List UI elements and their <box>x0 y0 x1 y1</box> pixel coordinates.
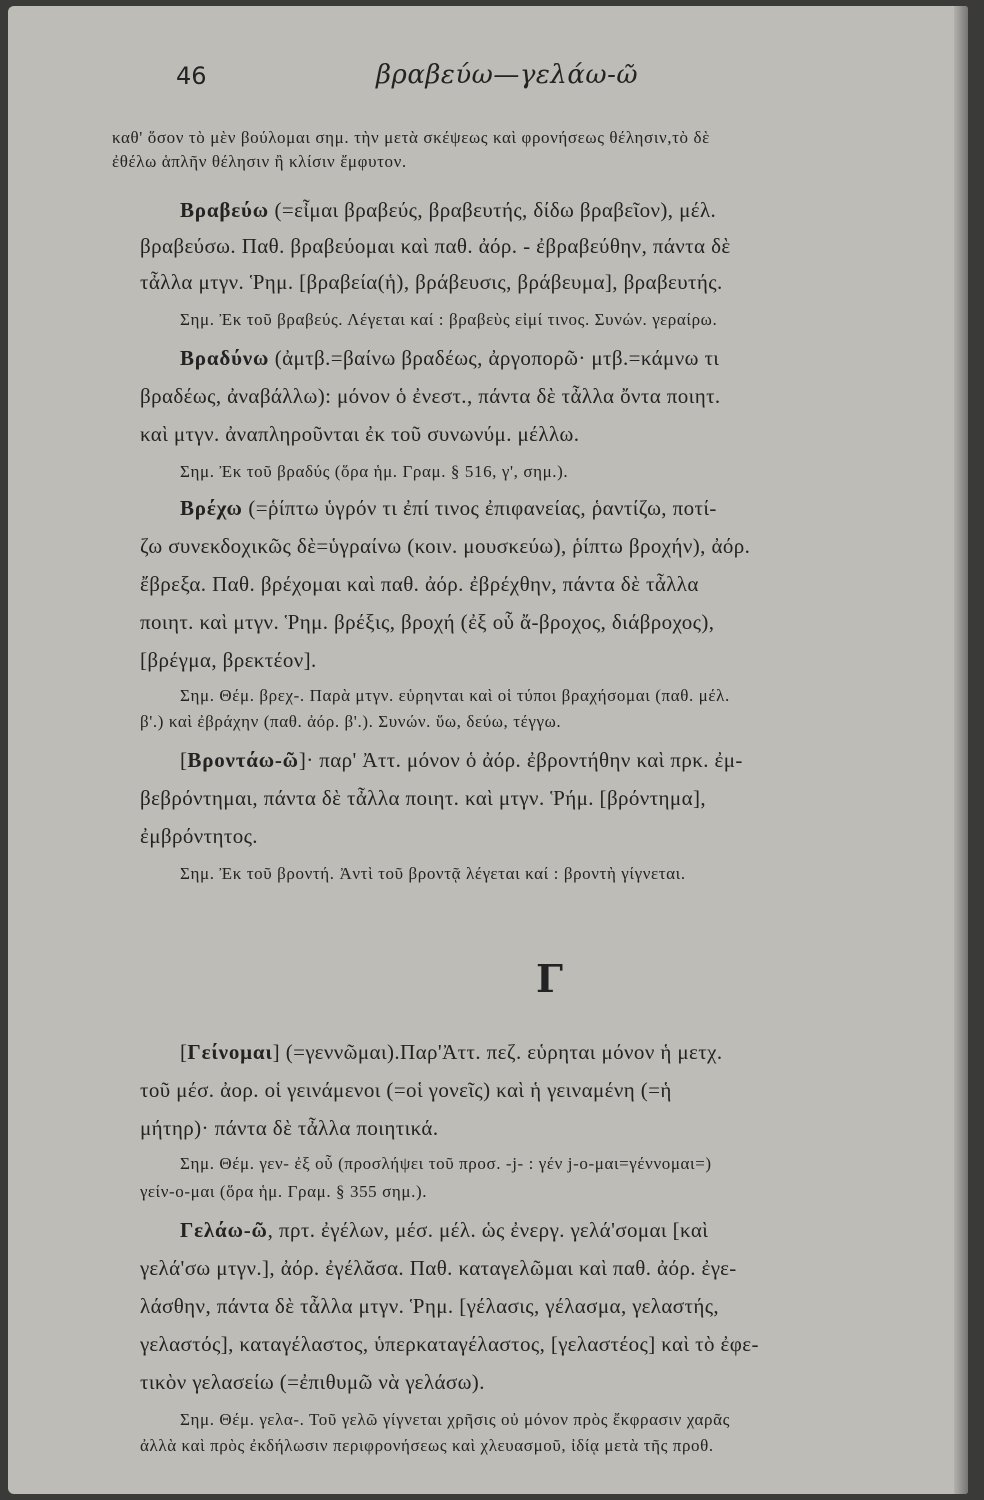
entry-gelao: Γελάω-ῶ, πρτ. ἐγέλων, μέσ. μέλ. ὡς ἐνεργ. γελά'σομαι [καὶ <box>180 1218 709 1242</box>
page-edge <box>954 6 968 1494</box>
headword: Βρέχω <box>180 496 243 520</box>
text-line: τικὸν γελασείω (=ἐπιθυμῶ νὰ γελάσω). <box>140 1370 485 1394</box>
headword: Βραδύνω <box>180 346 270 370</box>
running-title: βραβεύω—γελάω-ῶ <box>376 60 639 90</box>
text-line: τοῦ μέσ. ἀορ. οἱ γεινάμενοι (=οἱ γονεῖς) καὶ ἡ γειναμένη (=ἡ <box>140 1078 672 1102</box>
entry-vrecho: Βρέχω (=ῥίπτω ὑγρόν τι ἐπί τινος ἐπιφανείας, ῥαντίζω, ποτί- <box>180 496 717 520</box>
note-line: Σημ. Ἐκ τοῦ βροντή. Ἀντὶ τοῦ βροντᾷ λέγεται καί : βροντὴ γίγνεται. <box>180 864 686 883</box>
text-line: ζω συνεκδοχικῶς δὲ=ὑγραίνω (κοιν. μουσκεύω), ῥίπτω βροχήν), ἀόρ. <box>140 534 751 558</box>
note-line: ἀλλὰ καὶ πρὸς ἐκδήλωσιν περιφρονήσεως καὶ χλευασμοῦ, ἰδίᾳ μετὰ τῆς προθ. <box>140 1436 714 1455</box>
page-header <box>8 62 968 102</box>
text-line: καθ' ὅσον τὸ μὲν βούλομαι σημ. τὴν μετὰ σκέψεως καὶ φρονήσεως θέλησιν,τὸ δὲ <box>112 128 710 147</box>
note-line: Σημ. Θέμ. βρεχ-. Παρὰ μτγν. εὑρηνται καὶ οἱ τύποι βραχήσομαι (παθ. μέλ. <box>180 686 730 705</box>
headword: Βραβεύω <box>180 198 269 222</box>
text-line: βεβρόντημαι, πάντα δὲ τἆλλα ποιητ. καὶ μτγν. Ῥήμ. [βρόντημα], <box>140 786 707 810</box>
note-line: Σημ. Θέμ. γελα-. Τοῦ γελῶ γίγνεται χρῆσις οὐ μόνον πρὸς ἔκφρασιν χαρᾶς <box>180 1410 730 1429</box>
text-line: ἔβρεξα. Παθ. βρέχομαι καὶ παθ. ἀόρ. ἐβρέχθην, πάντα δὲ τἆλλα <box>140 572 699 596</box>
text-line: ἐθέλω ἁπλῆν θέλησιν ἢ κλίσιν ἔμφυτον. <box>112 152 407 171</box>
text-line: τἆλλα μτγν. Ῥημ. [βραβεία(ἡ), βράβευσις, βράβευμα], βραβευτής. <box>140 270 723 294</box>
text-line: ποιητ. καὶ μτγν. Ῥημ. βρέξις, βροχή (ἐξ οὗ ἄ-βροχος, διάβροχος), <box>140 610 715 634</box>
text-line: βραδέως, ἀναβάλλω): μόνον ὁ ἐνεστ., πάντα δὲ τἆλλα ὄντα ποιητ. <box>140 384 721 408</box>
text-line: καὶ μτγν. ἀναπληροῦνται ἐκ τοῦ συνωνύμ. μέλλω. <box>140 422 580 446</box>
note-line: Σημ. Ἐκ τοῦ βραβεύς. Λέγεται καί : βραβεὺς εἰμί τινος. Συνών. γεραίρω. <box>180 310 718 329</box>
text-line: γελά'σω μτγν.], ἀόρ. ἐγέλᾰσα. Παθ. καταγελῶμαι καὶ παθ. ἀόρ. ἐγε- <box>140 1256 737 1280</box>
headword: Γελάω-ῶ <box>180 1218 268 1242</box>
note-line: β'.) καὶ ἐβράχην (παθ. ἀόρ. β'.). Συνών. ὕω, δεύω, τέγγω. <box>140 712 562 731</box>
note-line: Σημ. Ἐκ τοῦ βραδύς (ὅρα ἡμ. Γραμ. § 516, γ', σημ.). <box>180 462 569 481</box>
text-line: ἐμβρόντητος. <box>140 824 258 848</box>
entry-vraveuo: Βραβεύω (=εἶμαι βραβεύς, βραβευτής, δίδω βραβεῖον), μέλ. <box>180 198 717 222</box>
text-line: λάσθην, πάντα δὲ τἆλλα μτγν. Ῥημ. [γέλασις, γέλασμα, γελαστής, <box>140 1294 720 1318</box>
entry-vrontao: [Βροντάω-ῶ]· παρ' Ἀττ. μόνον ὁ ἀόρ. ἐβροντήθην καὶ πρκ. ἐμ- <box>180 748 743 772</box>
text-line: [βρέγμα, βρεκτέον]. <box>140 648 317 672</box>
book-page <box>8 6 968 1494</box>
headword: Βροντάω-ῶ <box>187 748 299 772</box>
headword: Γείνομαι <box>187 1040 273 1064</box>
page-number: 46 <box>176 62 207 90</box>
section-letter: Γ <box>536 956 563 1001</box>
text-line: μήτηρ)· πάντα δὲ τἆλλα ποιητικά. <box>140 1116 439 1140</box>
text-line: βραβεύσω. Παθ. βραβεύομαι καὶ παθ. ἀόρ. - ἐβραβεύθην, πάντα δὲ <box>140 234 731 258</box>
note-line: Σημ. Θέμ. γεν- ἐξ οὗ (προσλήψει τοῦ προσ. -j- : γέν j-ο-μαι=γέννομαι=) <box>180 1154 712 1173</box>
note-line: γείν-ο-μαι (ὅρα ἡμ. Γραμ. § 355 σημ.). <box>140 1182 428 1201</box>
entry-vradyno: Βραδύνω (ἀμτβ.=βαίνω βραδέως, ἀργοπορῶ· μτβ.=κάμνω τι <box>180 346 720 370</box>
text-line: γελαστός], καταγέλαστος, ὑπερκαταγέλαστος, [γελαστέος] καὶ τὸ ἐφε- <box>140 1332 759 1356</box>
entry-geinomai: [Γείνομαι] (=γεννῶμαι).Παρ'Ἀττ. πεζ. εὑρηται μόνον ἡ μετχ. <box>180 1040 723 1064</box>
